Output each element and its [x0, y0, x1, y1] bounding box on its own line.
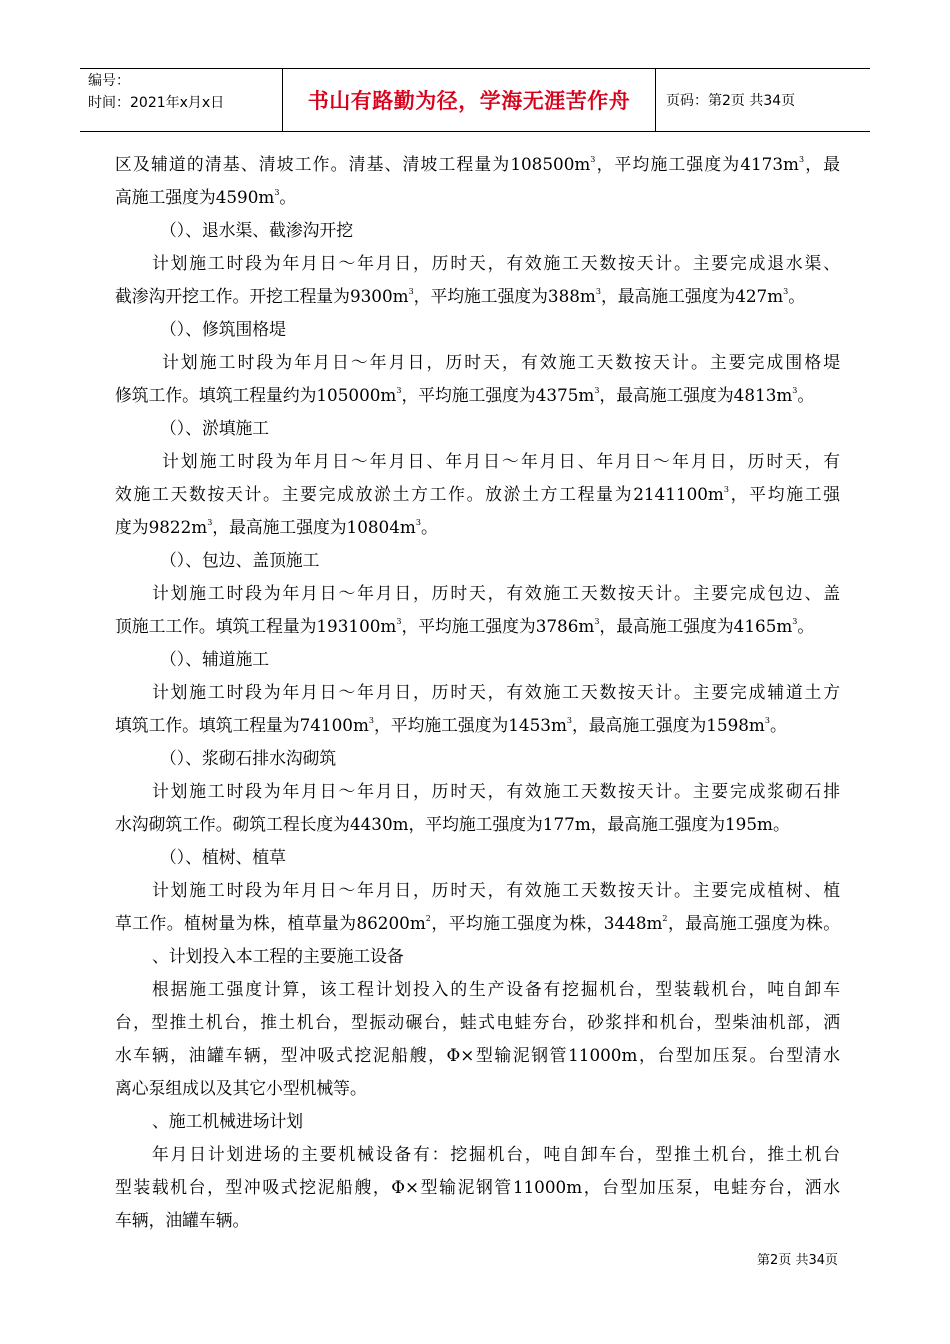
text-line: 计划施工时段为年月日～年月日，历时天，有效施工天数按天计。主要完成围格堤 — [162, 352, 840, 372]
header-motto: 书山有路勤为径，学海无涯苦作舟 — [283, 69, 656, 131]
text-line: 填筑工作。填筑工程量为$74100m^3$，平均施工强度为$1453m^3$，最高施工强度为$1598m^3$。 — [115, 715, 787, 735]
serial-label: 编号： — [88, 73, 130, 89]
text-line: （）、退水渠、截渗沟开挖 — [160, 220, 353, 240]
text-line: 年月日计划进场的主要机械设备有：挖掘机台，吨自卸车台，型推土机台，推土机台 — [152, 1144, 840, 1164]
text-line: （）、植树、植草 — [160, 847, 286, 867]
text-line: 型装载机台，型冲吸式挖泥船艘，Φ×型输泥钢管11000m，台型加压泵，电蛙夯台，洒水 — [115, 1177, 840, 1197]
header-page-code: 页码：第2页 共34页 — [666, 93, 796, 109]
date-label: 时间：2021年x月x日 — [88, 95, 225, 111]
text-line: （）、辅道施工 — [160, 649, 270, 669]
text-line: 高施工强度为$4590m^3$。 — [115, 187, 297, 207]
text-line: 计划施工时段为年月日～年月日，历时天，有效施工天数按天计。主要完成退水渠、 — [152, 253, 840, 273]
text-line: 截渗沟开挖工作。开挖工程量为$9300m^3$，平均施工强度为$388m^3$，最高施工强度为$427m^3$。 — [115, 286, 806, 306]
text-line: 车辆，油罐车辆。 — [115, 1210, 250, 1230]
page-footer: 第2页 共34页 — [757, 1253, 838, 1268]
text-line: （）、包边、盖顶施工 — [160, 550, 320, 570]
header-meta — [80, 69, 283, 131]
text-line: 水车辆，油罐车辆，型冲吸式挖泥船艘，Φ×型输泥钢管11000m，台型加压泵。台型清水 — [115, 1045, 840, 1065]
text-line: 根据施工强度计算，该工程计划投入的生产设备有挖掘机台，型装载机台，吨自卸车 — [152, 979, 840, 999]
text-line: 、计划投入本工程的主要施工设备 — [152, 946, 404, 966]
text-line: 区及辅道的清基、清坡工作。清基、清坡工程量为$108500m^3$，平均施工强度为$4173m^3$，最 — [115, 154, 840, 174]
text-line: （）、淤填施工 — [160, 418, 270, 438]
text-line: 计划施工时段为年月日～年月日、年月日～年月日、年月日～年月日，历时天，有 — [162, 451, 840, 471]
text-line: 度为$9822m^3$，最高施工强度为$10804m^3$。 — [115, 517, 438, 537]
text-line: 草工作。植树量为株，植草量为$86200m^2$，平均施工强度为株，$3448m^2$，最高施工强度为株。 — [115, 913, 840, 933]
text-line: 计划施工时段为年月日～年月日，历时天，有效施工天数按天计。主要完成包边、盖 — [152, 583, 840, 603]
text-line: （）、修筑围格堤 — [160, 319, 286, 339]
document-body — [115, 148, 840, 1237]
text-line: 计划施工时段为年月日～年月日，历时天，有效施工天数按天计。主要完成植树、植 — [152, 880, 840, 900]
text-line: 效施工天数按天计。主要完成放淤土方工作。放淤土方工程量为$2141100m^3$，平均施工强 — [115, 484, 840, 504]
text-line: 计划施工时段为年月日～年月日，历时天，有效施工天数按天计。主要完成浆砌石排 — [152, 781, 840, 801]
text-line: 、施工机械进场计划 — [152, 1111, 304, 1131]
text-line: 台，型推土机台，推土机台，型振动碾台，蛙式电蛙夯台，砂浆拌和机台，型柴油机部，洒 — [115, 1012, 840, 1032]
text-line: 计划施工时段为年月日～年月日，历时天，有效施工天数按天计。主要完成辅道土方 — [152, 682, 840, 702]
text-line: 修筑工作。填筑工程量约为$105000m^3$，平均施工强度为$4375m^3$，最高施工强度为$4813m^3$。 — [115, 385, 815, 405]
text-line: 离心泵组成以及其它小型机械等。 — [115, 1078, 367, 1098]
text-line: 水沟砌筑工作。砌筑工程长度为4430m，平均施工强度为177m，最高施工强度为195m。 — [115, 814, 790, 834]
text-line: 顶施工工作。填筑工程量为$193100m^3$，平均施工强度为$3786m^3$，最高施工强度为$4165m^3$。 — [115, 616, 815, 636]
text-line: （）、浆砌石排水沟砌筑 — [160, 748, 337, 768]
page-header — [80, 68, 870, 132]
